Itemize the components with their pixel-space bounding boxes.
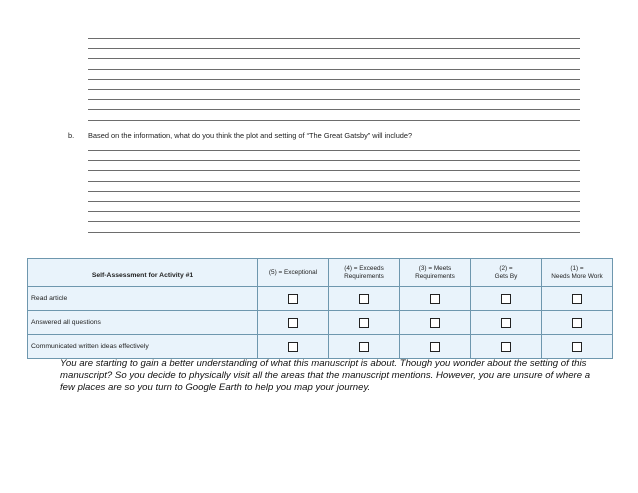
rating-checkbox[interactable]: [288, 294, 298, 304]
rating-cell: [471, 311, 542, 335]
answer-lines-a[interactable]: [88, 38, 580, 130]
rating-cell: [329, 335, 400, 359]
answer-line[interactable]: [88, 99, 580, 100]
question-b: [68, 131, 412, 140]
table-title: Self-Assessment for Activity #1: [28, 259, 258, 287]
answer-line[interactable]: [88, 232, 580, 233]
answer-line[interactable]: [88, 38, 580, 39]
rating-header-line: (3) = Meets: [418, 265, 452, 273]
rating-cell: [542, 311, 613, 335]
rating-checkbox[interactable]: [572, 294, 582, 304]
question-letter: b.: [68, 131, 75, 140]
rating-column-header: [329, 259, 400, 287]
rating-checkbox[interactable]: [288, 318, 298, 328]
rating-cell: [400, 287, 471, 311]
rating-checkbox[interactable]: [572, 318, 582, 328]
rating-checkbox[interactable]: [501, 342, 511, 352]
rating-column-header: [400, 259, 471, 287]
rating-checkbox[interactable]: [288, 342, 298, 352]
rating-header-line: Requirements: [415, 272, 455, 280]
rating-checkbox[interactable]: [359, 342, 369, 352]
table-row: [28, 335, 613, 359]
rating-checkbox[interactable]: [359, 318, 369, 328]
rating-cell: [258, 287, 329, 311]
rating-cell: [471, 287, 542, 311]
rating-header-line: Needs More Work: [551, 272, 603, 280]
rating-column-header: [471, 259, 542, 287]
rating-header-line: (2) =: [499, 265, 513, 273]
rating-header-line: (5) = Exceptional: [268, 268, 318, 276]
rating-checkbox[interactable]: [430, 342, 440, 352]
answer-line[interactable]: [88, 160, 580, 161]
answer-line[interactable]: [88, 69, 580, 70]
answer-line[interactable]: [88, 89, 580, 90]
rating-cell: [329, 311, 400, 335]
answer-line[interactable]: [88, 221, 580, 222]
narrative-text: You are starting to gain a better understanding of what this manuscript is about. Though you wonder about the setting of this manuscript? So you decide to physically visit all the areas that the manuscript mentions. However, you are unsure of where a few places are so you turn to Google Earth to help you map your journey.: [60, 358, 591, 394]
answer-line[interactable]: [88, 181, 580, 182]
rating-cell: [400, 311, 471, 335]
rating-column-header: [258, 259, 329, 287]
rating-cell: [471, 335, 542, 359]
rating-checkbox[interactable]: [359, 294, 369, 304]
rating-checkbox[interactable]: [572, 342, 582, 352]
rating-header-line: (1) =: [570, 265, 584, 273]
table-row: [28, 311, 613, 335]
rating-checkbox[interactable]: [430, 294, 440, 304]
answer-line[interactable]: [88, 150, 580, 151]
criterion-label: Communicated written ideas effectively: [28, 335, 258, 359]
answer-line[interactable]: [88, 170, 580, 171]
answer-line[interactable]: [88, 109, 580, 110]
rating-header-line: (4) = Exceeds: [344, 265, 384, 273]
answer-line[interactable]: [88, 211, 580, 212]
criterion-label: Answered all questions: [28, 311, 258, 335]
answer-line[interactable]: [88, 58, 580, 59]
answer-lines-b[interactable]: [88, 150, 580, 242]
table-header-row: [28, 259, 613, 287]
answer-line[interactable]: [88, 79, 580, 80]
rating-checkbox[interactable]: [430, 318, 440, 328]
rating-header-line: Requirements: [344, 272, 384, 280]
rating-cell: [400, 335, 471, 359]
rating-cell: [329, 287, 400, 311]
answer-line[interactable]: [88, 120, 580, 121]
rating-cell: [542, 335, 613, 359]
question-text: Based on the information, what do you think the plot and setting of “The Great Gatsby” will include?: [88, 131, 413, 140]
answer-line[interactable]: [88, 48, 580, 49]
self-assessment-table: [27, 258, 613, 359]
answer-line[interactable]: [88, 201, 580, 202]
rating-column-header: [542, 259, 613, 287]
rating-cell: [258, 335, 329, 359]
rating-checkbox[interactable]: [501, 294, 511, 304]
table-row: [28, 287, 613, 311]
rating-cell: [542, 287, 613, 311]
criterion-label: Read article: [28, 287, 258, 311]
rating-checkbox[interactable]: [501, 318, 511, 328]
answer-line[interactable]: [88, 191, 580, 192]
rating-cell: [258, 311, 329, 335]
rating-header-line: Gets By: [494, 272, 518, 280]
